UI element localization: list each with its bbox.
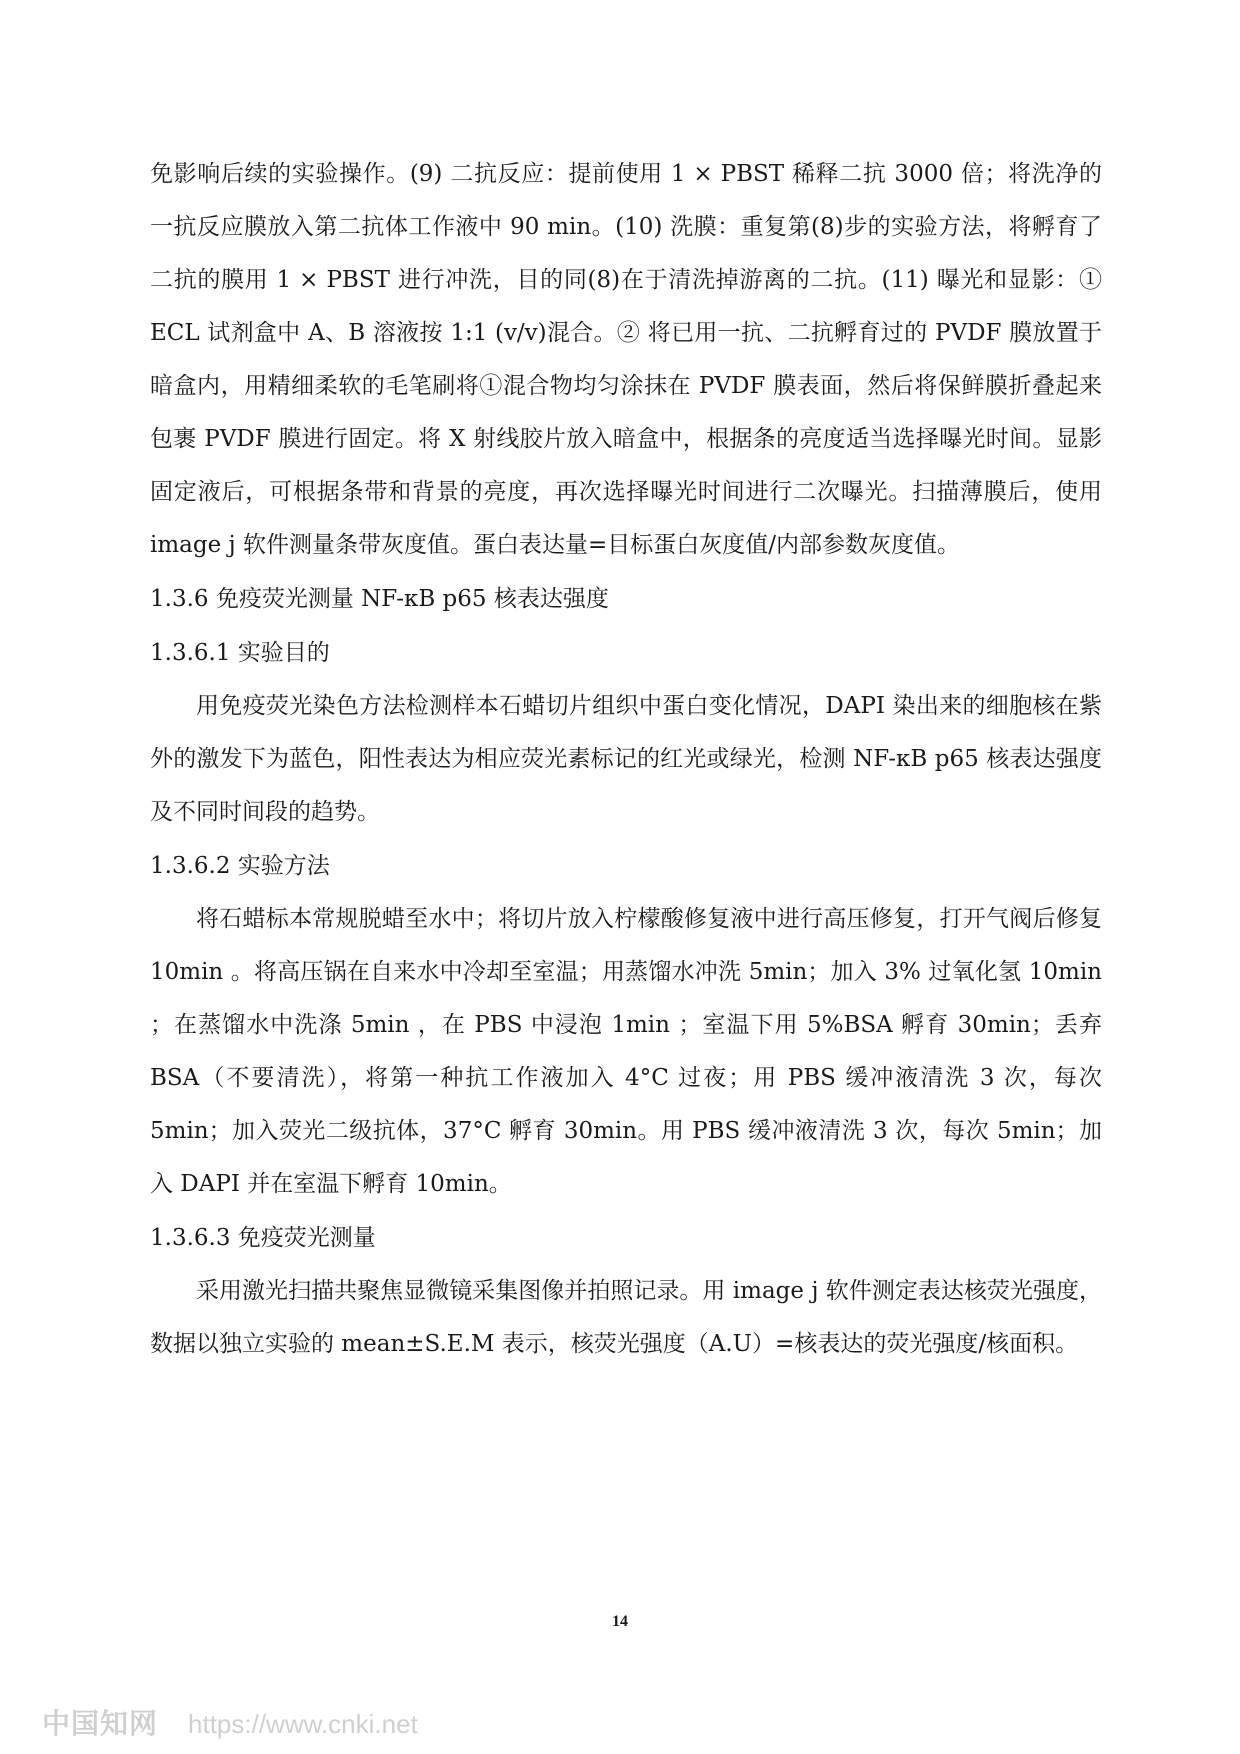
paragraph-fluorescence-measurement: 采用激光扫描共聚焦显微镜采集图像并拍照记录。用 image j 软件测定表达核荧光强度，数据以独立实验的 mean±S.E.M 表示，核荧光强度（A.U）=核表达的荧光强度/核面积。 [150,1278,1102,1357]
paragraph-experiment-purpose: 用免疫荧光染色方法检测样本石蜡切片组织中蛋白变化情况，DAPI 染出来的细胞核在紫外的激发下为蓝色，阳性表达为相应荧光素标记的红光或绿光，检测 NF-κB p65 核表达强度及不同时间段的趋势。 [150,693,1102,825]
page-body [150,148,1102,1371]
subsection-heading-1-3-6-3: 1.3.6.3 免疫荧光测量 [150,1225,376,1251]
cnki-watermark [42,1702,418,1742]
subsection-heading-1-3-6-1: 1.3.6.1 实验目的 [150,640,330,666]
paragraph-western-blot-steps: 免影响后续的实验操作。(9) 二抗反应：提前使用 1 × PBST 稀释二抗 3000 倍；将洗净的一抗反应膜放入第二抗体工作液中 90 min。(10) 洗膜：重复第(8)步的实验方法，将孵育了二抗的膜用 1 × PBST 进行冲洗，目的同(8)在于清洗掉游离的二抗。(11) 曝光和显影：① ECL 试剂盒中 A、B 溶液按 1:1 (v/v)混合。② 将已用一抗、二抗孵育过的 PVDF 膜放置于暗盒内，用精细柔软的毛笔刷将①混合物均匀涂抹在 PVDF 膜表面，然后将保鲜膜折叠起来包裹 PVDF 膜进行固定。将 X 射线胶片放入暗盒中，根据条的亮度适当选择曝光时间。显影固定液后，可根据条带和背景的亮度，再次选择曝光时间进行二次曝光。扫描薄膜后，使用 image j 软件测量条带灰度值。蛋白表达量=目标蛋白灰度值/内部参数灰度值。 [150,161,1102,558]
section-heading-1-3-6: 1.3.6 免疫荧光测量 NF-κB p65 核表达强度 [150,586,609,612]
subsection-heading-1-3-6-2: 1.3.6.2 实验方法 [150,853,330,879]
watermark-url: https://www.cnki.net [188,1709,418,1739]
watermark-logo: 中国知网 [42,1708,159,1739]
page-number: 14 [612,1613,628,1630]
paragraph-experiment-method: 将石蜡标本常规脱蜡至水中；将切片放入柠檬酸修复液中进行高压修复，打开气阀后修复 10min 。将高压锅在自来水中冷却至室温；用蒸馏水冲洗 5min；加入 3% 过氧化氢 10min ；在蒸馏水中洗涤 5min ，在 PBS 中浸泡 1min ；室温下用 5%BSA 孵育 30min；丢弃 BSA（不要清洗），将第一种抗工作液加入 4°C 过夜；用 PBS 缓冲液清洗 3 次，每次 5min；加入荧光二级抗体，37°C 孵育 30min。用 PBS 缓冲液清洗 3 次，每次 5min；加入 DAPI 并在室温下孵育 10min。 [150,906,1102,1197]
